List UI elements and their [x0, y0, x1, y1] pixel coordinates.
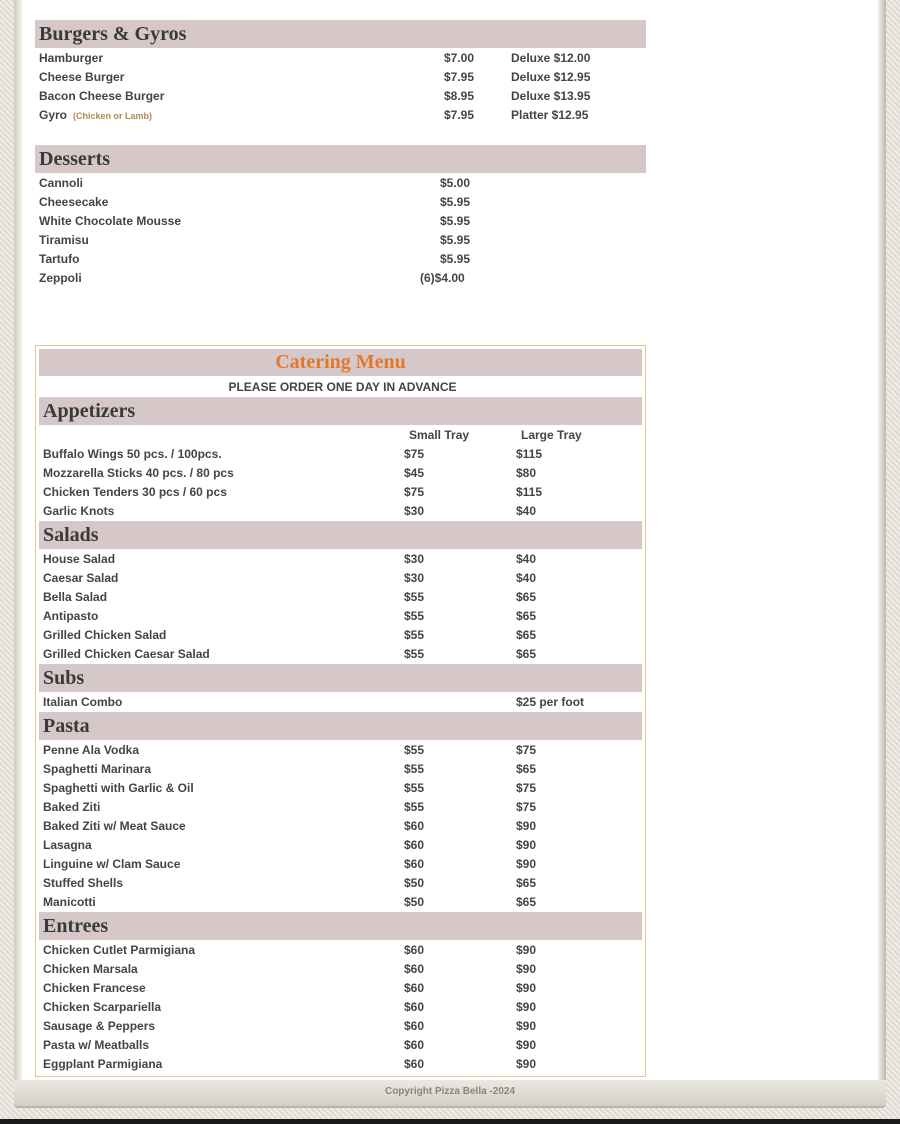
menu-item-price: $7.95 — [444, 70, 475, 84]
catering-small-price: $60 — [404, 1057, 425, 1071]
catering-small-price: $60 — [404, 943, 425, 957]
catering-small-price: $60 — [404, 1000, 425, 1014]
catering-item-name: Chicken Tenders 30 pcs / 60 pcs — [43, 485, 227, 499]
catering-small-price: $55 — [404, 628, 425, 642]
menu-item-name: White Chocolate Mousse — [39, 214, 182, 228]
page-edge-left — [14, 0, 22, 1100]
catering-small-price: $60 — [404, 962, 425, 976]
catering-item-name: Caesar Salad — [43, 571, 119, 585]
catering-large-price: $90 — [516, 838, 537, 852]
catering-item-name: Italian Combo — [43, 695, 123, 709]
catering-large-price: $65 — [516, 647, 537, 661]
catering-large-price: $90 — [516, 1057, 537, 1071]
catering-item-name: Grilled Chicken Salad — [43, 628, 167, 642]
catering-small-price: $60 — [404, 1019, 425, 1033]
copyright-text: Copyright Pizza Bella -2024 — [384, 1086, 516, 1097]
menu-item-name: Bacon Cheese Burger — [39, 89, 165, 103]
menu-item-price: $5.95 — [440, 233, 471, 247]
catering-large-price: $115 — [516, 447, 543, 461]
catering-item-name: Grilled Chicken Caesar Salad — [43, 647, 210, 661]
bottom-strip — [0, 1119, 900, 1124]
menu-item-name: Tartufo — [39, 252, 80, 266]
catering-item-name: House Salad — [43, 552, 116, 566]
catering-large-price: $115 — [516, 485, 543, 499]
menu-item-gyro — [39, 108, 152, 123]
catering-large-price: $75 — [516, 743, 537, 757]
catering-large-price: $25 per foot — [516, 695, 585, 709]
catering-small-price: $55 — [404, 762, 425, 776]
menu-item-name: Zeppoli — [39, 271, 82, 285]
small-tray-header: Small Tray — [409, 428, 470, 442]
section-header-pasta: Pasta — [39, 712, 642, 740]
catering-large-price: $90 — [516, 1038, 537, 1052]
menu-item-alt-price: Deluxe $12.95 — [511, 70, 591, 84]
catering-item-name: Manicotti — [43, 895, 96, 909]
catering-item-name: Pasta w/ Meatballs — [43, 1038, 150, 1052]
menu-item-price: $7.00 — [444, 51, 475, 65]
menu-item-price: $8.95 — [444, 89, 475, 103]
catering-large-price: $75 — [516, 781, 537, 795]
menu-item-alt-price: Deluxe $12.00 — [511, 51, 591, 65]
catering-item-name: Chicken Francese — [43, 981, 146, 995]
section-header-appetizers: Appetizers — [39, 397, 642, 425]
menu-item-name: Cheese Burger — [39, 70, 125, 84]
menu-item-name: Gyro — [39, 108, 68, 122]
catering-item-name: Bella Salad — [43, 590, 108, 604]
catering-item-name: Baked Ziti w/ Meat Sauce — [43, 819, 186, 833]
catering-large-price: $90 — [516, 981, 537, 995]
catering-large-price: $90 — [516, 1019, 537, 1033]
catering-small-price: $55 — [404, 590, 425, 604]
large-tray-header: Large Tray — [521, 428, 582, 442]
catering-small-price: $50 — [404, 895, 425, 909]
menu-item-name: Cannoli — [39, 176, 83, 190]
catering-small-price: $50 — [404, 876, 425, 890]
menu-item-price: $5.00 — [440, 176, 471, 190]
catering-title: Catering Menu — [39, 349, 642, 376]
catering-small-price: $55 — [404, 781, 425, 795]
catering-item-name: Baked Ziti — [43, 800, 101, 814]
catering-small-price: $55 — [404, 647, 425, 661]
catering-subtitle: PLEASE ORDER ONE DAY IN ADVANCE — [228, 380, 457, 394]
menu-item-price: $5.95 — [440, 214, 471, 228]
menu-item-name: Hamburger — [39, 51, 104, 65]
catering-small-price: $55 — [404, 800, 425, 814]
catering-item-name: Chicken Cutlet Parmigiana — [43, 943, 196, 957]
catering-small-price: $55 — [404, 743, 425, 757]
catering-item-name: Penne Ala Vodka — [43, 743, 140, 757]
catering-item-name: Eggplant Parmigiana — [43, 1057, 163, 1071]
menu-item-price: $7.95 — [444, 108, 475, 122]
catering-large-price: $65 — [516, 895, 537, 909]
catering-large-price: $40 — [516, 552, 537, 566]
catering-small-price: $60 — [404, 819, 425, 833]
section-header-subs: Subs — [39, 664, 642, 692]
catering-large-price: $40 — [516, 504, 537, 518]
catering-large-price: $90 — [516, 819, 537, 833]
catering-small-price: $55 — [404, 609, 425, 623]
catering-large-price: $90 — [516, 943, 537, 957]
page-edge-right — [878, 0, 886, 1100]
catering-large-price: $65 — [516, 590, 537, 604]
catering-large-price: $65 — [516, 762, 537, 776]
section-header-desserts: Desserts — [35, 145, 646, 173]
catering-item-name: Spaghetti with Garlic & Oil — [43, 781, 194, 795]
catering-item-name: Lasagna — [43, 838, 92, 852]
catering-large-price: $65 — [516, 628, 537, 642]
menu-item-name: Cheesecake — [39, 195, 109, 209]
section-header-salads: Salads — [39, 521, 642, 549]
catering-small-price: $75 — [404, 447, 425, 461]
menu-item-name: Tiramisu — [39, 233, 89, 247]
catering-large-price: $90 — [516, 962, 537, 976]
catering-small-price: $30 — [404, 552, 425, 566]
catering-small-price: $60 — [404, 981, 425, 995]
menu-item-alt-price: Platter $12.95 — [511, 108, 589, 122]
catering-item-name: Chicken Scarpariella — [43, 1000, 162, 1014]
catering-large-price: $90 — [516, 857, 537, 871]
menu-item-price: $5.95 — [440, 252, 471, 266]
catering-large-price: $40 — [516, 571, 537, 585]
footer — [14, 1080, 886, 1108]
catering-item-name: Antipasto — [43, 609, 99, 623]
catering-item-name: Garlic Knots — [43, 504, 115, 518]
catering-large-price: $65 — [516, 876, 537, 890]
menu-item-note: (Chicken or Lamb) — [73, 111, 153, 121]
catering-small-price: $60 — [404, 1038, 425, 1052]
section-header-burgers: Burgers & Gyros — [35, 20, 646, 48]
catering-small-price: $60 — [404, 857, 425, 871]
catering-item-name: Mozzarella Sticks 40 pcs. / 80 pcs — [43, 466, 234, 480]
catering-large-price: $75 — [516, 800, 537, 814]
catering-item-name: Sausage & Peppers — [43, 1019, 156, 1033]
menu-item-price: (6)$4.00 — [420, 271, 465, 285]
catering-small-price: $30 — [404, 571, 425, 585]
catering-item-name: Chicken Marsala — [43, 962, 138, 976]
catering-small-price: $60 — [404, 838, 425, 852]
catering-small-price: $30 — [404, 504, 425, 518]
catering-large-price: $65 — [516, 609, 537, 623]
menu-item-price: $5.95 — [440, 195, 471, 209]
catering-item-name: Spaghetti Marinara — [43, 762, 152, 776]
catering-item-name: Linguine w/ Clam Sauce — [43, 857, 181, 871]
menu-item-alt-price: Deluxe $13.95 — [511, 89, 591, 103]
catering-large-price: $90 — [516, 1000, 537, 1014]
catering-large-price: $80 — [516, 466, 537, 480]
catering-small-price: $45 — [404, 466, 425, 480]
section-header-entrees: Entrees — [39, 912, 642, 940]
catering-small-price: $75 — [404, 485, 425, 499]
catering-item-name: Stuffed Shells — [43, 876, 124, 890]
catering-item-name: Buffalo Wings 50 pcs. / 100pcs. — [43, 447, 222, 461]
